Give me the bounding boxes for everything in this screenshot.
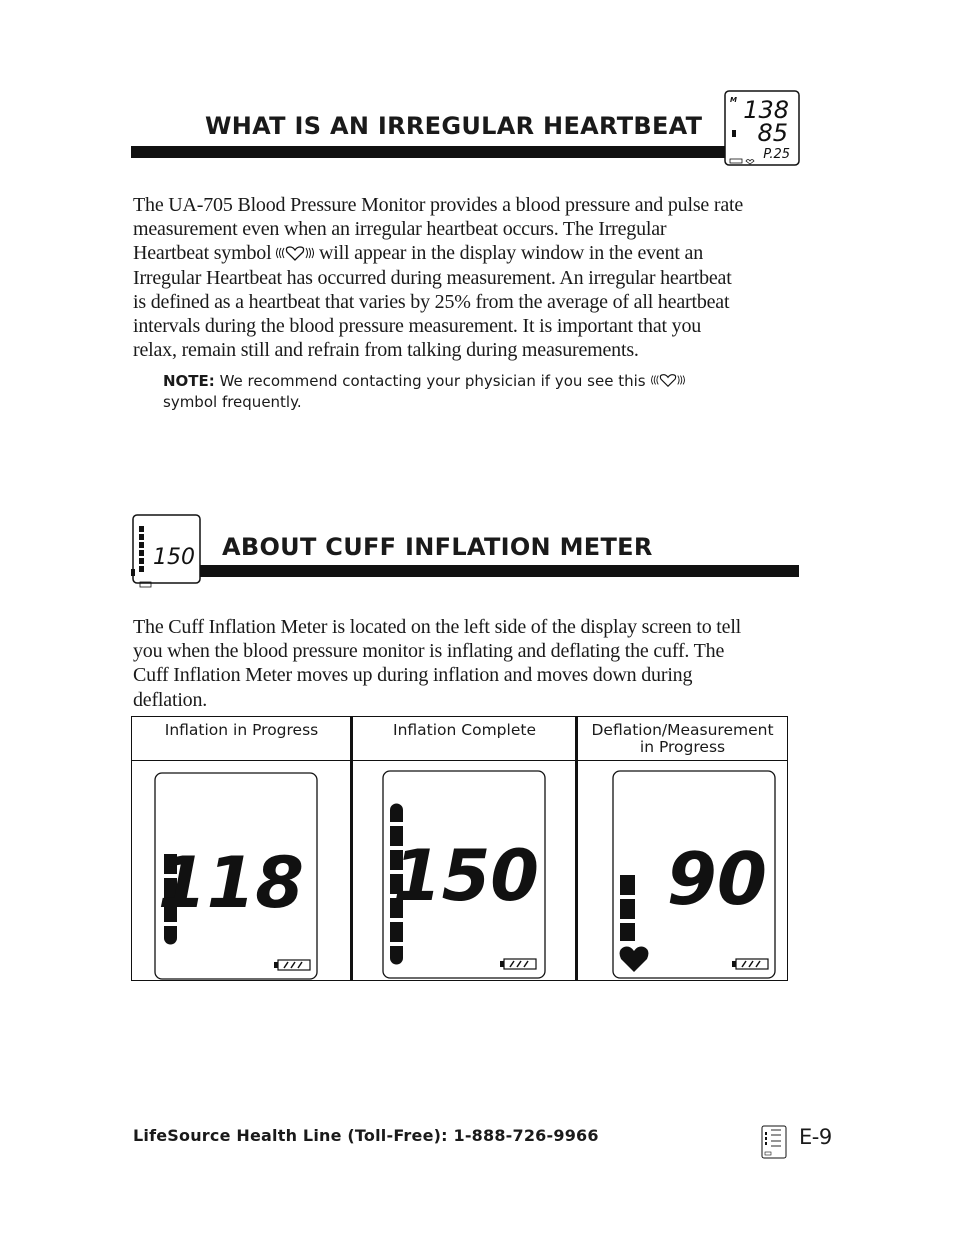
lcd-display-inflation-complete — [382, 770, 546, 979]
irregular-heartbeat-icon — [276, 244, 314, 262]
paragraph-line: The Cuff Inflation Meter is located on the left side of the display screen to tell — [133, 616, 742, 638]
paragraph-line-part: Heartbeat symbol — [133, 242, 272, 265]
note-label: NOTE: — [163, 372, 215, 390]
paragraph-line: Cuff Inflation Meter moves up during inflation and moves down during — [133, 664, 693, 687]
lcd-display-deflation-in-progress — [612, 770, 776, 979]
section-rule — [131, 146, 799, 158]
diastolic-value: 85 — [757, 119, 788, 147]
meter-segment — [732, 130, 736, 137]
column-header: Inflation in Progress — [132, 717, 351, 761]
mode-label: M — [730, 96, 737, 104]
meter-segment — [390, 946, 403, 965]
section-title-cuff-inflation-meter: ABOUT CUFF INFLATION METER — [222, 533, 653, 561]
meter-segment — [620, 923, 635, 941]
meter-segment — [620, 875, 635, 895]
meter-segment — [390, 922, 403, 942]
display-value: 118 — [157, 842, 304, 924]
paragraph-line: The UA-705 Blood Pressure Monitor provides a blood pressure and pulse rate — [133, 194, 744, 216]
irregular-heartbeat-icon — [650, 372, 686, 388]
display-value: 150 — [153, 545, 195, 570]
health-line: LifeSource Health Line (Toll-Free): 1-888-726-9966 — [133, 1126, 599, 1145]
paragraph-line: measurement even when an irregular heartbeat occurs. The Irregular — [133, 218, 667, 241]
pulse-value: P.25 — [763, 147, 790, 162]
meter-segment — [390, 804, 403, 823]
display-value: 90 — [666, 837, 767, 921]
page-number: E-9 — [799, 1125, 832, 1149]
column-header-line: Deflation/Measurement — [591, 721, 774, 739]
lcd-display-inflation-in-progress — [154, 772, 318, 980]
column-header-line: in Progress — [639, 738, 726, 756]
table-column-inflation-complete — [353, 717, 576, 980]
column-header — [578, 717, 787, 761]
paragraph-line: relax, remain still and refrain from talking during measurements. — [133, 339, 639, 362]
table-column-inflation-in-progress — [132, 717, 351, 980]
note-text-continued: symbol frequently. — [163, 393, 302, 411]
meter-segment — [164, 926, 177, 945]
note — [163, 371, 783, 413]
paragraph-irregular-heartbeat — [133, 193, 808, 362]
lcd-display-icon — [761, 1125, 787, 1159]
display-value: 150 — [392, 835, 539, 917]
table-column-deflation-in-progress — [578, 717, 787, 980]
paragraph-line: Irregular Heartbeat has occurred during measurement. An irregular heartbeat — [133, 266, 732, 289]
lcd-display-icon — [722, 88, 802, 168]
paragraph-line: you when the blood pressure monitor is inflating and deflating the cuff. The — [133, 640, 725, 663]
paragraph-cuff-inflation-meter — [133, 615, 808, 712]
cuff-meter-table — [131, 716, 788, 981]
paragraph-line: is defined as a heartbeat that varies by 25% from the average of all heartbeat — [133, 290, 730, 313]
cuff-meter-display-icon — [131, 510, 203, 592]
meter-segment — [620, 899, 635, 919]
section-title-irregular-heartbeat: WHAT IS AN IRREGULAR HEARTBEAT — [205, 112, 703, 140]
paragraph-line: deflation. — [133, 688, 208, 711]
note-text: We recommend contacting your physician if you see this — [219, 372, 646, 390]
paragraph-line — [133, 241, 808, 265]
column-header: Inflation Complete — [353, 717, 576, 761]
paragraph-line-part: will appear in the display window in the event an — [319, 242, 704, 265]
paragraph-line: intervals during the blood pressure measurement. It is important that you — [133, 315, 702, 338]
systolic-value: 138 — [743, 96, 789, 124]
section-rule — [200, 565, 799, 577]
